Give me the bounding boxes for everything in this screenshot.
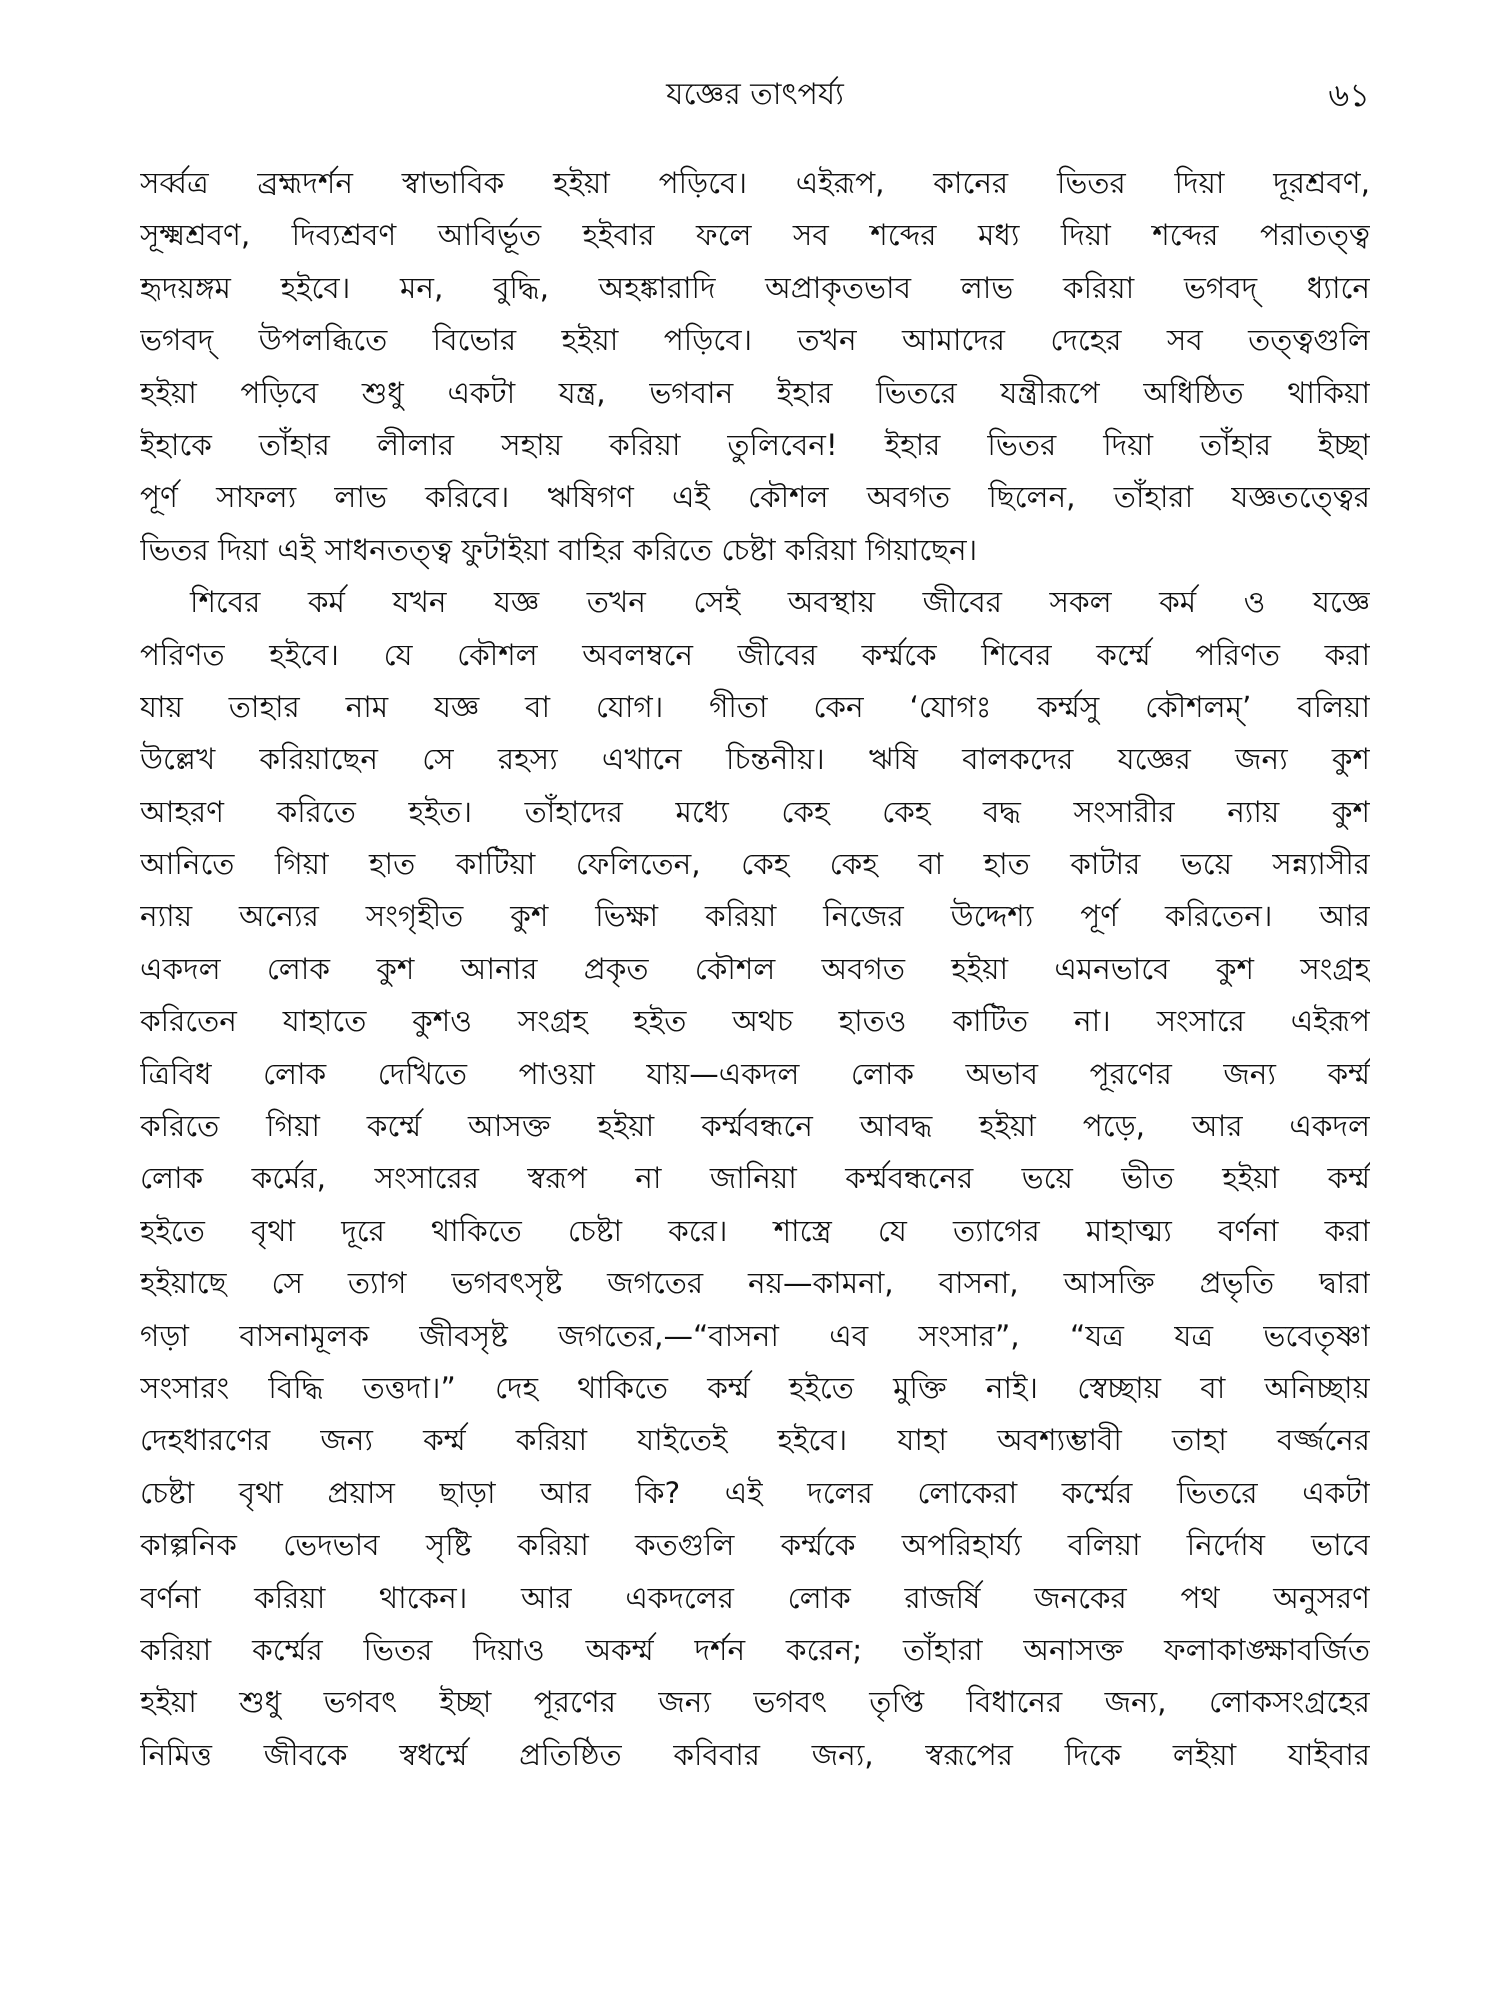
text-line: বর্ণনা করিয়া থাকেন। আর একদলের লোক রাজর্ষি জনকের পথ অনুসরণ — [140, 1580, 1370, 1615]
text-line: গড়া বাসনামূলক জীবসৃষ্ট জগতের,—“বাসনা এব সংসার”, “যত্র যত্র ভবেতৃষ্ণা — [140, 1318, 1370, 1353]
text-line: সূক্ষ্মশ্রবণ, দিব্যশ্রবণ আবির্ভূত হইবার ফলে সব শব্দের মধ্য দিয়া শব্দের পরাতত্ত্ব — [140, 218, 1370, 253]
text-line: ভগবদ্ উপলব্ধিতে বিভোর হইয়া পড়িবে। তখন আমাদের দেহের সব তত্ত্বগুলি — [140, 323, 1370, 358]
text-line: হইয়াছে সে ত্যাগ ভগবৎসৃষ্ট জগতের নয়—কামনা, বাসনা, আসক্তি প্রভৃতি দ্বারা — [140, 1266, 1370, 1301]
page-header — [140, 70, 1370, 120]
text-line: ত্রিবিধ লোক দেখিতে পাওয়া যায়—একদল লোক অভাব পূরণের জন্য কর্ম্ম — [140, 1056, 1370, 1091]
text-line: হইয়া পড়িবে শুধু একটা যন্ত্র, ভগবান ইহার ভিতরে যন্ত্রীরূপে অধিষ্ঠিত থাকিয়া — [140, 375, 1370, 410]
text-line: আনিতে গিয়া হাত কাটিয়া ফেলিতেন, কেহ কেহ বা হাত কাটার ভয়ে সন্ন্যাসীর — [140, 847, 1370, 882]
text-line: পূর্ণ সাফল্য লাভ করিবে। ঋষিগণ এই কৌশল অবগত ছিলেন, তাঁহারা যজ্ঞতত্ত্বের — [140, 480, 1370, 515]
text-line: কাল্পনিক ভেদভাব সৃষ্টি করিয়া কতগুলি কর্ম্মকে অপরিহার্য্য বলিয়া নির্দোষ ভাবে — [140, 1528, 1370, 1563]
body-text — [140, 157, 1370, 1781]
text-line: করিয়া কর্ম্মের ভিতর দিয়াও অকর্ম্ম দর্শন করেন; তাঁহারা অনাসক্ত ফলাকাঙ্ক্ষাবর্জিত — [140, 1632, 1370, 1667]
text-line: সর্ব্বত্র ব্রহ্মদর্শন স্বাভাবিক হইয়া পড়িবে। এইরূপ, কানের ভিতর দিয়া দূরশ্রবণ, — [140, 166, 1370, 200]
text-line: ইহাকে তাঁহার লীলার সহায় করিয়া তুলিবেন! ইহার ভিতর দিয়া তাঁহার ইচ্ছা — [140, 427, 1370, 462]
text-line: উল্লেখ করিয়াছেন সে রহস্য এখানে চিন্তনীয়। ঋষি বালকদের যজ্ঞের জন্য কুশ — [140, 742, 1370, 777]
text-line: ন্যায় অন্যের সংগৃহীত কুশ ভিক্ষা করিয়া নিজের উদ্দেশ্য পূর্ণ করিতেন। আর — [140, 899, 1370, 934]
text-line: করিতে গিয়া কর্ম্মে আসক্ত হইয়া কর্ম্মবন্ধনে আবদ্ধ হইয়া পড়ে, আর একদল — [140, 1109, 1370, 1144]
text-line: হইতে বৃথা দূরে থাকিতে চেষ্টা করে। শাস্ত্রে যে ত্যাগের মাহাত্ম্য বর্ণনা করা — [140, 1213, 1370, 1248]
text-line: আহরণ করিতে হইত। তাঁহাদের মধ্যে কেহ কেহ বদ্ধ সংসারীর ন্যায় কুশ — [140, 794, 1370, 829]
text-line: লোক কর্মের, সংসারের স্বরূপ না জানিয়া কর্ম্মবন্ধনের ভয়ে ভীত হইয়া কর্ম্ম — [140, 1161, 1370, 1196]
paragraph-start-line: শিবের কর্ম যখন যজ্ঞ তখন সেই অবস্থায় জীবের সকল কর্ম ও যজ্ঞে — [190, 585, 1370, 620]
text-line: করিতেন যাহাতে কুশও সংগ্রহ হইত অথচ হাতও কাটিত না। সংসারে এইরূপ — [140, 1004, 1370, 1039]
text-line: হৃদয়ঙ্গম হইবে। মন, বুদ্ধি, অহঙ্কারাদি অপ্রাকৃতভাব লাভ করিয়া ভগবদ্ ধ্যানে — [140, 270, 1370, 305]
text-line: যায় তাহার নাম যজ্ঞ বা যোগ। গীতা কেন ‘যোগঃ কর্ম্মসু কৌশলম্’ বলিয়া — [140, 689, 1370, 724]
page-number: ৬১ — [1328, 76, 1370, 114]
text-line: নিমিত্ত জীবকে স্বধর্ম্মে প্রতিষ্ঠিত কবিবার জন্য, স্বরূপের দিকে লইয়া যাইবার — [140, 1737, 1370, 1772]
text-line: হইয়া শুধু ভগবৎ ইচ্ছা পূরণের জন্য ভগবৎ তৃপ্তি বিধানের জন্য, লোকসংগ্রহের — [140, 1685, 1370, 1720]
text-line: পরিণত হইবে। যে কৌশল অবলম্বনে জীবের কর্ম্মকে শিবের কর্ম্মে পরিণত করা — [140, 637, 1370, 672]
text-line: চেষ্টা বৃথা প্রয়াস ছাড়া আর কি? এই দলের লোকেরা কর্ম্মের ভিতরে একটা — [140, 1475, 1370, 1510]
text-line: একদল লোক কুশ আনার প্রকৃত কৌশল অবগত হইয়া এমনভাবে কুশ সংগ্রহ — [140, 951, 1370, 986]
running-title: যজ্ঞের তাৎপর্য্য — [666, 77, 844, 112]
text-line: দেহধারণের জন্য কর্ম্ম করিয়া যাইতেই হইবে। যাহা অবশ্যম্ভাবী তাহা বর্জ্জনের — [140, 1423, 1370, 1458]
paragraph-end-line: ভিতর দিয়া এই সাধনতত্ত্ব ফুটাইয়া বাহির করিতে চেষ্টা করিয়া গিয়াছেন। — [140, 532, 978, 567]
text-line: সংসারং বিদ্ধি তত্তদা।” দেহ থাকিতে কর্ম্ম হইতে মুক্তি নাই। স্বেচ্ছায় বা অনিচ্ছায় — [140, 1370, 1370, 1405]
